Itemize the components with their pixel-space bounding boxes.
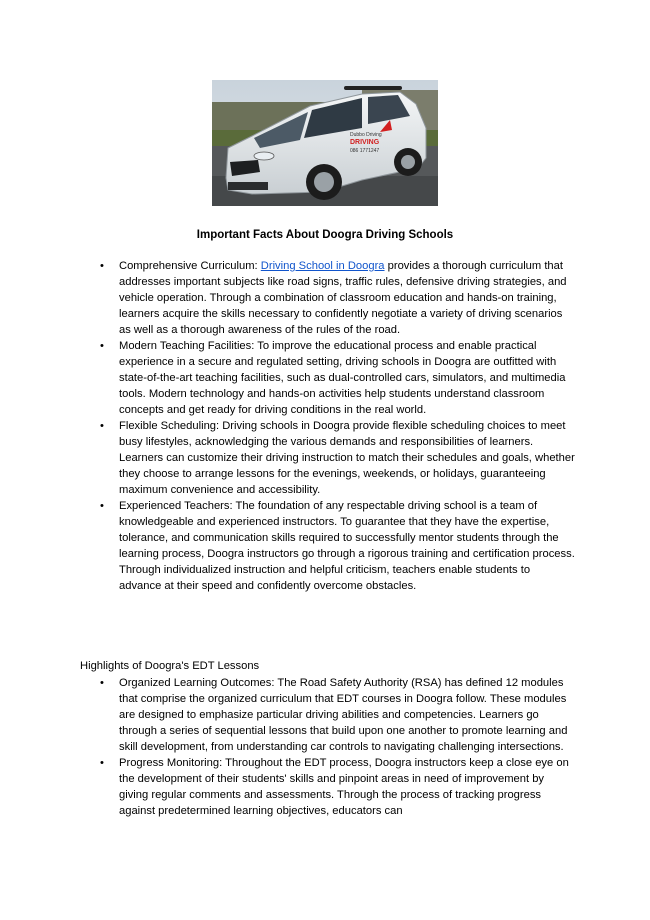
- bullet: •: [100, 420, 104, 432]
- list-item: • Flexible Scheduling: Driving schools in Doogra provide flexible scheduling choices to meet busy lifestyles, acknowledging the various demands and responsibilities of learners. Learners can customize their driving instruction to match their schedules and goals, whether they choose to arrange lessons for the evenings, weekends, or holidays, guaranteeing maximum convenience and accessibility.: [100, 420, 575, 496]
- driving-school-link[interactable]: Driving School in Doogra: [260, 260, 385, 272]
- highlights-list: [100, 675, 575, 819]
- bullet: •: [100, 260, 104, 272]
- car-photo: [212, 80, 438, 206]
- car-decal-line3: 086 1771247: [350, 148, 380, 154]
- list-item: • Comprehensive Curriculum: Driving School in Doogra provides a thorough curriculum that addresses important subjects like road signs, traffic rules, defensive driving strategies, and vehicle operation. Through a combination of classroom education and hands-on training, learners acquire the skills necessary to confidently negotiate a variety of driving scenarios as well as a thorough awareness of the rules of the road.: [100, 260, 567, 336]
- car-decal-line1: Dubbo Driving: [350, 132, 382, 138]
- bullet: •: [100, 340, 104, 352]
- list-item: • Modern Teaching Facilities: To improve the educational process and enable practical experience in a secure and regulated setting, driving schools in Doogra are outfitted with state-of-the-art teaching facilities, such as dual-controlled cars, simulators, and multimedia tools. Modern technology and hands-on activities help students understand classroom concepts and get ready for driving conditions in the real world.: [100, 340, 566, 416]
- highlights-heading: Highlights of Doogra's EDT Lessons: [80, 660, 260, 672]
- bullet: •: [100, 757, 104, 769]
- facts-list: [100, 258, 575, 594]
- bullet: •: [100, 677, 104, 689]
- bullet: •: [100, 500, 104, 512]
- car-decal-line2: DRIVING: [350, 139, 380, 146]
- list-item: • Organized Learning Outcomes: The Road Safety Authority (RSA) has defined 12 modules that comprise the organized curriculum that EDT courses in Doogra follow. These modules are designed to emphasize particular driving abilities and competencies. Learners go through a series of sequential lessons that build upon one another to promote learning and skill development, from understanding car controls to navigating challenging intersections.: [100, 677, 568, 753]
- list-item: • Experienced Teachers: The foundation of any respectable driving school is a team of knowledgeable and experienced instructors. To guarantee that they have the expertise, tolerance, and communication skills required to successfully mentor students through the learning process, Doogra instructors go through a rigorous training and certification process. Through individualized instruction and helpful criticism, teachers enable students to advance at their speed and confidently overcome obstacles.: [100, 500, 575, 592]
- document-title: Important Facts About Doogra Driving Schools: [196, 229, 454, 241]
- list-item: • Progress Monitoring: Throughout the EDT process, Doogra instructors keep a close eye on the development of their students' skills and pinpoint areas in need of improvement by giving regular comments and assessments. Through the process of tracking progress against predetermined learning objectives, educators can: [100, 757, 569, 817]
